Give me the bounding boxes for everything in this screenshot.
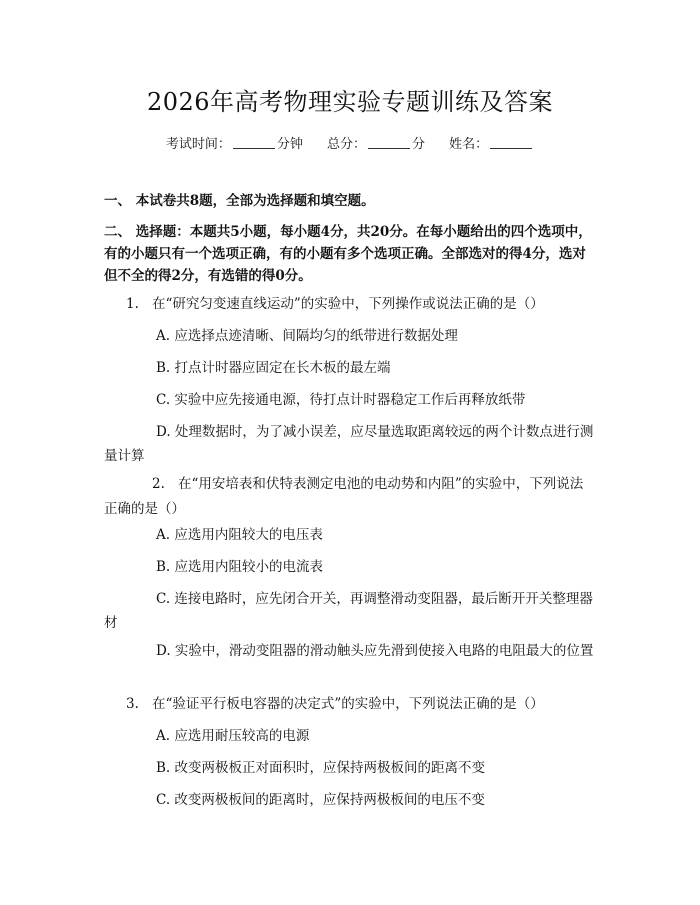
name-field [449,137,534,152]
option-3b [104,755,596,782]
option-text: B. 改变两极板正对面积时，应保持两极板间的距离不变 [156,760,486,776]
question-stem: 在“验证平行板电容器的决定式”的实验中，下列说法正确的是（） [152,696,544,712]
question-number: 2. [152,476,165,492]
exam-meta-line [0,133,700,152]
page-title: 2026年高考物理实验专题训练及答案 [146,88,554,116]
name-blank [490,136,532,149]
total-score-blank [368,136,410,149]
option-text: A. 应选择点迹清晰、间隔均匀的纸带进行数据处理 [156,328,458,344]
section-one-instruction: 一、 本试卷共8题，全部为选择题和填空题。 [104,193,375,209]
option-1d: D. 处理数据时，为了减小误差，应尽量选取距离较远的两个计数点进行测量计算 [104,424,594,464]
name-label: 姓名： [449,137,489,152]
section-two-instruction: 二、 选择题：本题共5小题，每小题4分，共20分。在每小题给出的四个选项中，有的小题只有一个选项正确，有的小题有多个选项正确。全部选对的得4分，选对但不全的得2分，有选错的得0分。 [104,224,592,284]
option-text: C. 改变两极板间的距离时，应保持两极板间的电压不变 [156,792,485,808]
question-1 [104,291,596,318]
exam-time-label: 考试时间： [165,137,231,152]
exam-time-blank [233,136,275,149]
option-text: B. 应选用内阻较小的电流表 [156,559,324,575]
option-3a [104,723,596,750]
total-score-label: 总分： [326,137,366,152]
option-text: A. 应选用耐压较高的电源 [156,728,310,744]
option-1a [104,323,596,350]
exam-time-unit: 分钟 [276,137,303,152]
option-text: C. 实验中应先接通电源，待打点计时器稳定工作后再释放纸带 [156,392,526,408]
total-score-field [327,137,425,152]
option-text: B. 打点计时器应固定在长木板的最左端 [156,360,391,376]
total-score-unit: 分 [412,137,426,152]
option-2a [104,522,596,549]
option-2c: C. 连接电路时，应先闭合开关，再调整滑动变阻器，最后断开开关整理器材 [104,591,593,631]
question-3 [104,691,596,718]
exam-time-field [166,137,303,152]
question-stem: 在“用安培表和伏特表测定电池的电动势和内阻”的实验中，下列说法正确的是（） [104,476,584,517]
option-1b [104,355,596,382]
question-stem: 在“研究匀变速直线运动”的实验中，下列操作或说法正确的是（） [152,296,544,312]
option-text: A. 应选用内阻较大的电压表 [156,527,323,543]
option-2b [104,554,596,581]
option-2d: D. 实验中，滑动变阻器的滑动触头应先滑到使接入电路的电阻最大的位置 [156,643,594,659]
option-1c [104,387,596,414]
question-number: 3. [126,696,139,712]
question-number: 1. [126,296,139,312]
option-3c [104,787,596,814]
question-2 [104,472,596,522]
